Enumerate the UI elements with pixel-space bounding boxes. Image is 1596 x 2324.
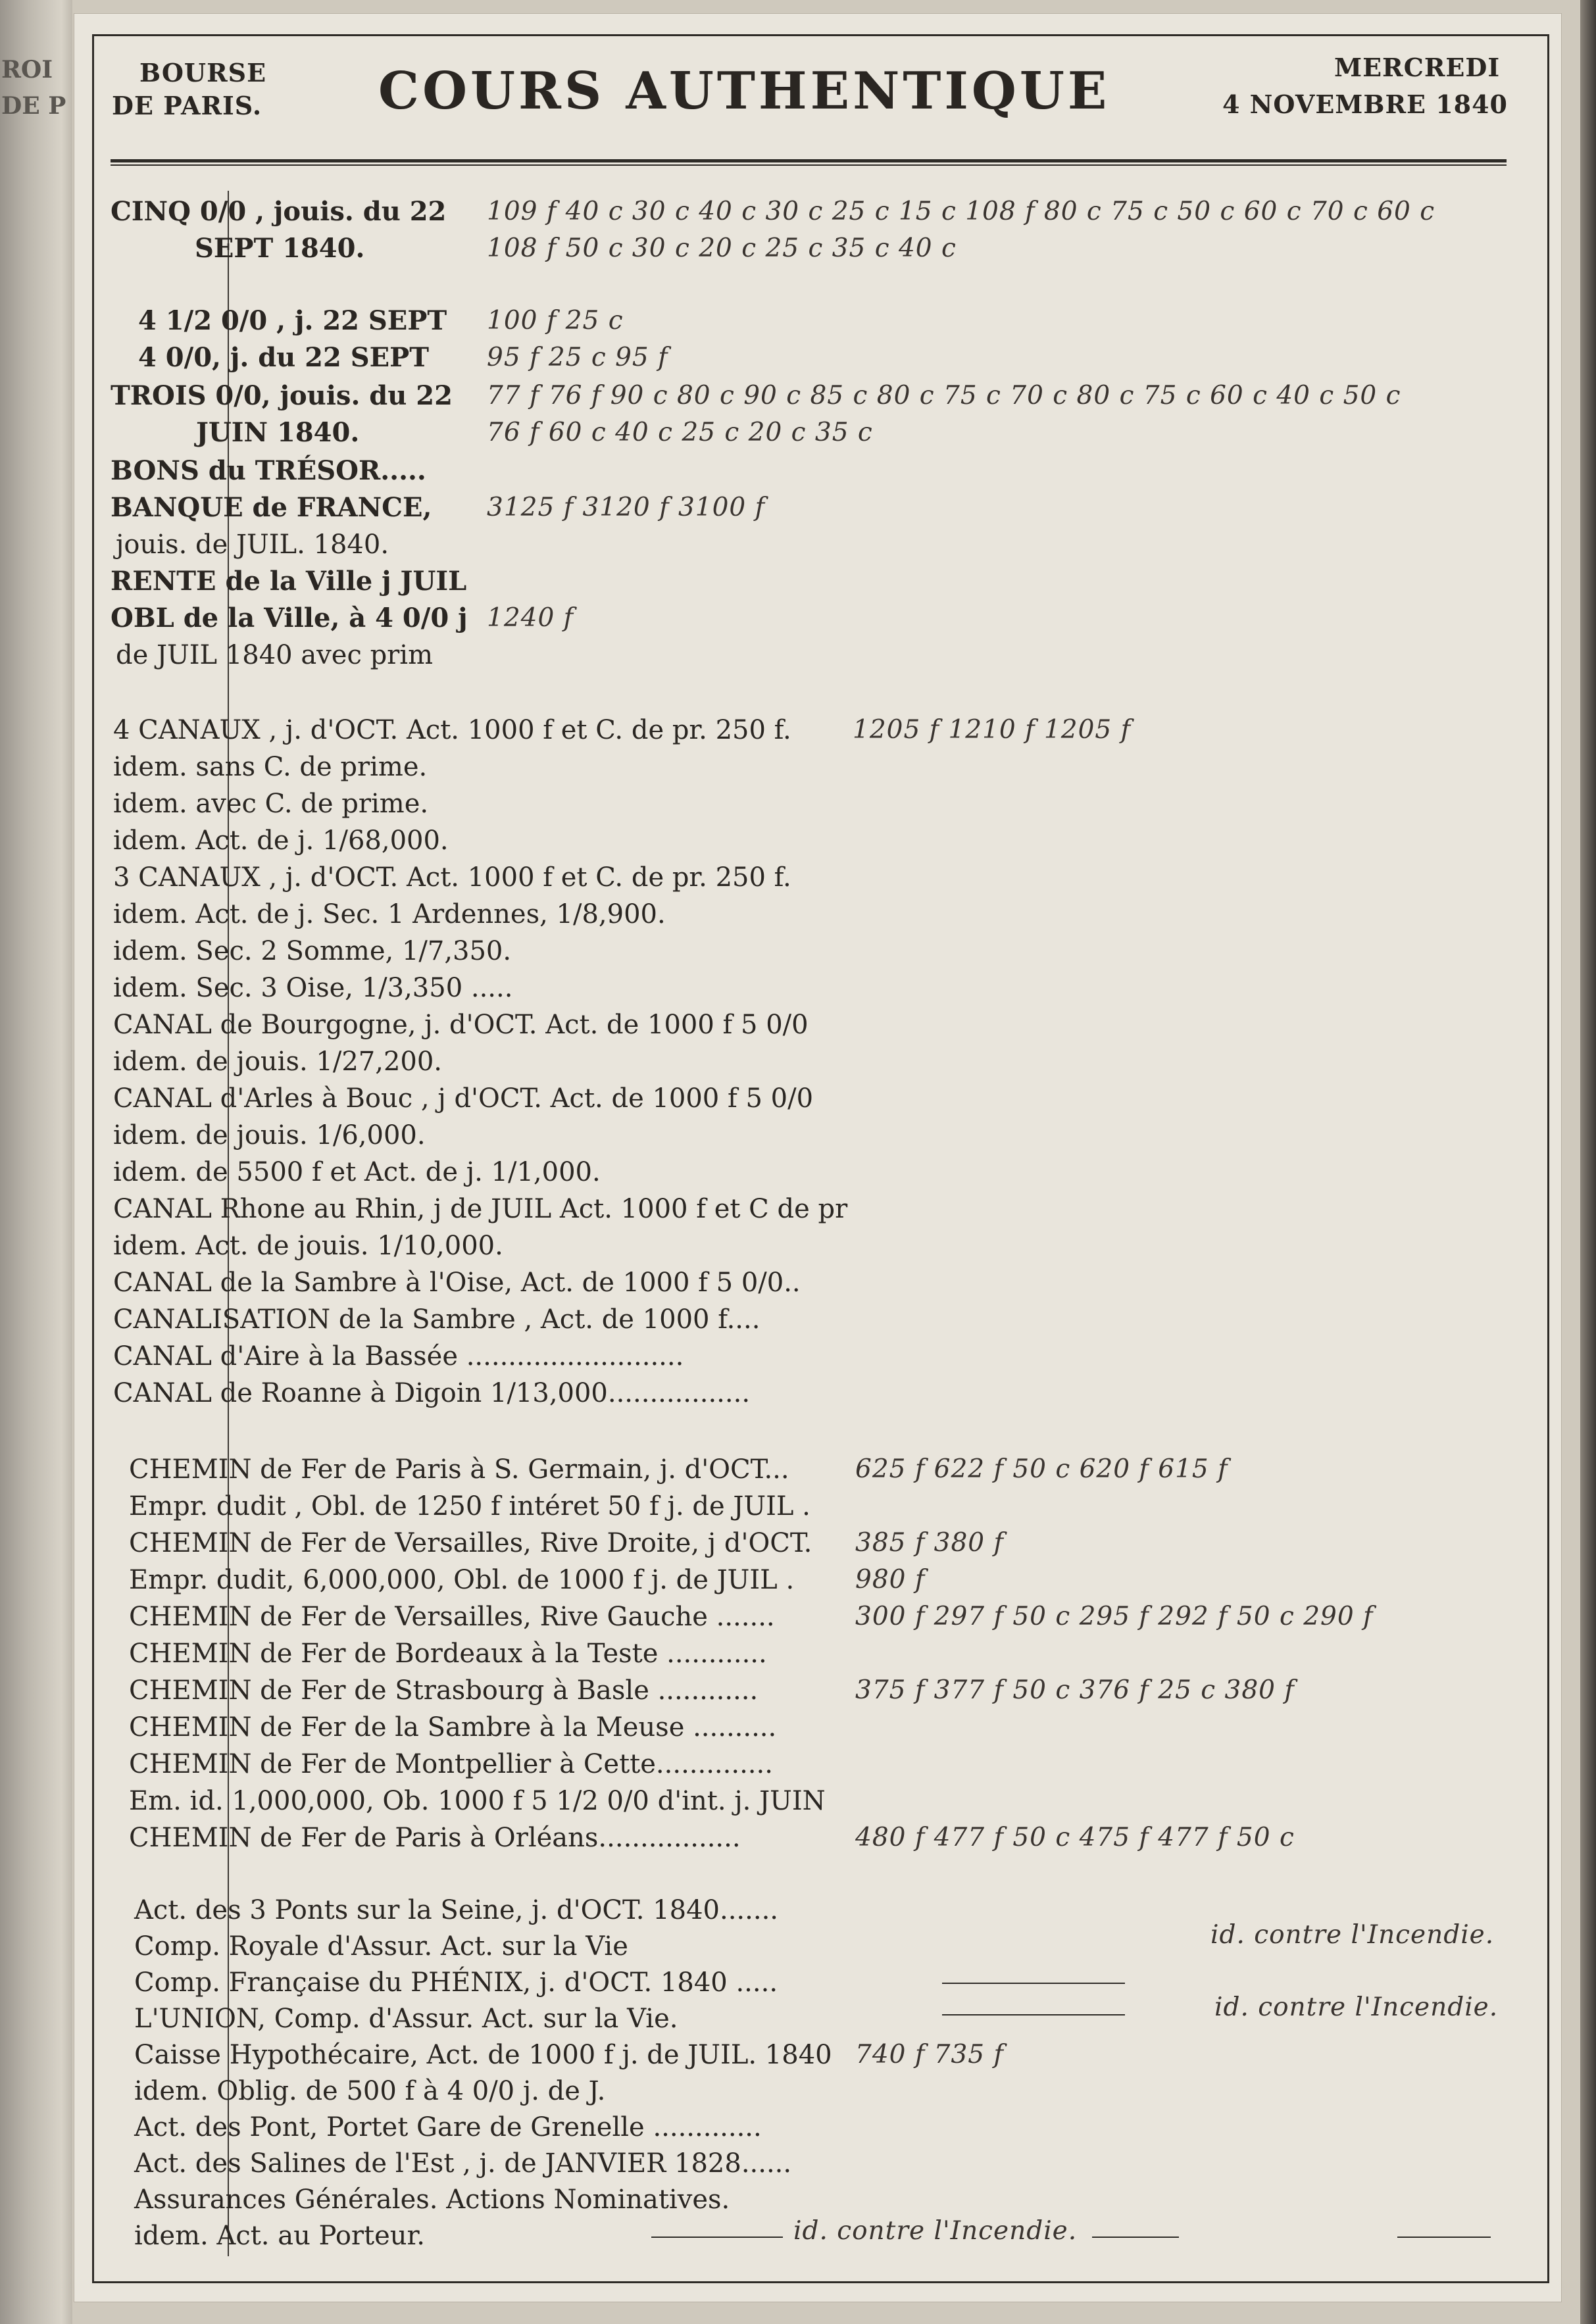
incendie-union: id. contre l'Incendie. — [1214, 1992, 1499, 2022]
incendie-royale: id. contre l'Incendie. — [1210, 1920, 1495, 1950]
chemins-row-label: CHEMIN de Fer de Bordeaux à la Teste ............ — [129, 1639, 767, 1669]
divers-row-label: L'UNION, Comp. d'Assur. Act. sur la Vie. — [134, 2004, 678, 2034]
chemins-row-label: Empr. dudit , Obl. de 1250 f intéret 50 f j. de JUIL . — [129, 1491, 810, 1521]
canaux-row-label: idem. de jouis. 1/27,200. — [113, 1047, 443, 1077]
canaux-row-prices: 1205 f 1210 f 1205 f — [853, 715, 1132, 745]
rente-trois-label: TROIS 0/0, jouis. du 22 — [111, 380, 453, 411]
blank-price-line — [942, 2014, 1125, 2015]
header-date: 4 NOVEMBRE 1840 — [1222, 89, 1509, 119]
divers-row-label: idem. Act. au Porteur. — [134, 2221, 425, 2251]
chemins-row-label: CHEMIN de Fer de Paris à Orléans................. — [129, 1823, 741, 1853]
chemins-row-label: CHEMIN de Fer de Versailles, Rive Droite, j d'OCT. — [129, 1528, 812, 1558]
canaux-row-label: idem. avec C. de prime. — [113, 789, 429, 819]
canaux-row-label: idem. sans C. de prime. — [113, 752, 428, 782]
rente-trois-prices: 77 f 76 f 90 c 80 c 90 c 85 c 80 c 75 c 70 c 80 c 75 c 60 c 40 c 50 c — [487, 381, 1401, 410]
canaux-row-label: CANALISATION de la Sambre , Act. de 1000 f.... — [113, 1304, 761, 1335]
rente-quatre-prices: 95 f 25 c 95 f — [487, 343, 668, 372]
divers-row-label: idem. Oblig. de 500 f à 4 0/0 j. de J. — [134, 2076, 606, 2106]
canaux-row-label: CANAL d'Aire à la Bassée .......................... — [113, 1341, 684, 1372]
canaux-row-label: 3 CANAUX , j. d'OCT. Act. 1000 f et C. de pr. 250 f. — [113, 862, 791, 893]
chemins-row-prices: 625 f 622 f 50 c 620 f 615 f — [855, 1454, 1228, 1484]
book-spine-edge — [1580, 0, 1596, 2324]
rente-cinq-label-2: SEPT 1840. — [195, 233, 365, 264]
page-frame-top — [92, 34, 1549, 36]
header-de-paris: DE PARIS. — [112, 91, 262, 120]
divers-row-label: Assurances Générales. Actions Nominatives. — [134, 2185, 730, 2215]
incendie-generales: id. contre l'Incendie. — [793, 2216, 1078, 2246]
chemins-row-label: Em. id. 1,000,000, Ob. 1000 f 5 1/2 0/0 d'int. j. JUIN — [129, 1786, 826, 1816]
banque-france-label: BANQUE de FRANCE, — [111, 492, 432, 523]
divers-row-label: Comp. Royale d'Assur. Act. sur la Vie — [134, 1931, 628, 1962]
canaux-row-label: CANAL de Roanne à Digoin 1/13,000................. — [113, 1378, 751, 1408]
rente-cinq-prices: 109 f 40 c 30 c 40 c 30 c 25 c 15 c 108 f 80 c 75 c 50 c 60 c 70 c 60 c — [487, 197, 1435, 226]
blank-price-line — [651, 2237, 783, 2238]
rente-quatre-label: 4 0/0, j. du 22 SEPT — [138, 342, 429, 373]
rente-cinq-prices-2: 108 f 50 c 30 c 20 c 25 c 35 c 40 c — [487, 234, 957, 263]
banque-france-prices: 3125 f 3120 f 3100 f — [487, 493, 766, 522]
blank-price-line — [942, 1983, 1125, 1984]
chemins-row-prices: 480 f 477 f 50 c 475 f 477 f 50 c — [855, 1823, 1295, 1852]
chemins-row-label: CHEMIN de Fer de Versailles, Rive Gauche ....... — [129, 1602, 775, 1632]
adjacent-page-fragment: ROI — [1, 56, 53, 84]
header-rule — [111, 159, 1507, 162]
divers-row-label: Comp. Française du PHÉNIX, j. d'OCT. 1840 ..... — [134, 1967, 778, 1998]
canaux-row-label: CANAL d'Arles à Bouc , j d'OCT. Act. de 1000 f 5 0/0 — [113, 1083, 814, 1114]
canaux-row-label: idem. Act. de j. Sec. 1 Ardennes, 1/8,900. — [113, 899, 666, 929]
divers-row-label: Act. des 3 Ponts sur la Seine, j. d'OCT. 1840....... — [134, 1895, 779, 1925]
canaux-row-label: CANAL Rhone au Rhin, j de JUIL Act. 1000 f et C de pr — [113, 1194, 848, 1224]
rente-cinq-label: CINQ 0/0 , jouis. du 22 — [111, 196, 447, 227]
page-frame-bottom — [92, 2281, 1549, 2283]
blank-price-line — [1397, 2237, 1491, 2238]
page-frame-left — [92, 34, 94, 2283]
rente-trois-label-2: JUIN 1840. — [196, 417, 360, 448]
bons-tresor-label: BONS du TRÉSOR..... — [111, 455, 426, 486]
obl-ville-label-2: de JUIL 1840 avec prim — [116, 640, 434, 670]
rente-quatre-demi-prices: 100 f 25 c — [487, 306, 624, 335]
canaux-row-label: idem. Sec. 3 Oise, 1/3,350 ..... — [113, 973, 513, 1003]
canaux-row-label: idem. Sec. 2 Somme, 1/7,350. — [113, 936, 512, 966]
page-title: COURS AUTHENTIQUE — [378, 61, 1110, 121]
page-frame-right — [1547, 34, 1549, 2283]
adjacent-page-binding — [0, 0, 72, 2324]
chemins-row-label: CHEMIN de Fer de la Sambre à la Meuse .......... — [129, 1712, 777, 1743]
divers-row-label: Act. des Pont, Portet Gare de Grenelle ............. — [134, 2112, 762, 2142]
chemins-row-label: CHEMIN de Fer de Paris à S. Germain, j. d'OCT... — [129, 1454, 789, 1485]
adjacent-page-fragment: DE P — [1, 92, 66, 120]
header-rule-thin — [111, 164, 1507, 166]
blank-price-line — [1092, 2237, 1179, 2238]
obl-ville-prices: 1240 f — [487, 603, 574, 633]
chemins-row-prices: 300 f 297 f 50 c 295 f 292 f 50 c 290 f — [855, 1602, 1374, 1631]
header-bourse: BOURSE — [139, 58, 267, 87]
canaux-row-label: CANAL de la Sambre à l'Oise, Act. de 1000 f 5 0/0.. — [113, 1268, 801, 1298]
chemins-row-prices: 375 f 377 f 50 c 376 f 25 c 380 f — [855, 1675, 1295, 1705]
obl-ville-label: OBL de la Ville, à 4 0/0 j — [111, 603, 468, 633]
rente-trois-prices-2: 76 f 60 c 40 c 25 c 20 c 35 c — [487, 418, 873, 447]
banque-france-label-2: jouis. de JUIL. 1840. — [116, 530, 389, 560]
canaux-row-label: idem. de jouis. 1/6,000. — [113, 1120, 426, 1150]
divers-row-label: Caisse Hypothécaire, Act. de 1000 f j. de JUIL. 1840 — [134, 2040, 832, 2070]
canaux-row-label: idem. de 5500 f et Act. de j. 1/1,000. — [113, 1157, 601, 1187]
canaux-row-label: idem. Act. de jouis. 1/10,000. — [113, 1231, 503, 1261]
chemins-row-prices: 980 f — [855, 1565, 926, 1595]
chemins-row-label: Empr. dudit, 6,000,000, Obl. de 1000 f j. de JUIL . — [129, 1565, 795, 1595]
canaux-row-label: 4 CANAUX , j. d'OCT. Act. 1000 f et C. de pr. 250 f. — [113, 715, 791, 745]
chemins-row-label: CHEMIN de Fer de Montpellier à Cette.............. — [129, 1749, 773, 1779]
chemins-row-prices: 385 f 380 f — [855, 1528, 1004, 1558]
rente-quatre-demi-label: 4 1/2 0/0 , j. 22 SEPT — [138, 305, 447, 336]
rente-ville-label: RENTE de la Ville j JUIL — [111, 566, 467, 597]
canaux-row-label: idem. Act. de j. 1/68,000. — [113, 826, 449, 856]
header-weekday: MERCREDI — [1334, 53, 1501, 82]
divers-row-label: Act. des Salines de l'Est , j. de JANVIER 1828...... — [134, 2148, 792, 2179]
canaux-row-label: CANAL de Bourgogne, j. d'OCT. Act. de 1000 f 5 0/0 — [113, 1010, 809, 1040]
chemins-row-label: CHEMIN de Fer de Strasbourg à Basle ............ — [129, 1675, 759, 1706]
divers-row-prices: 740 f 735 f — [855, 2040, 1004, 2069]
